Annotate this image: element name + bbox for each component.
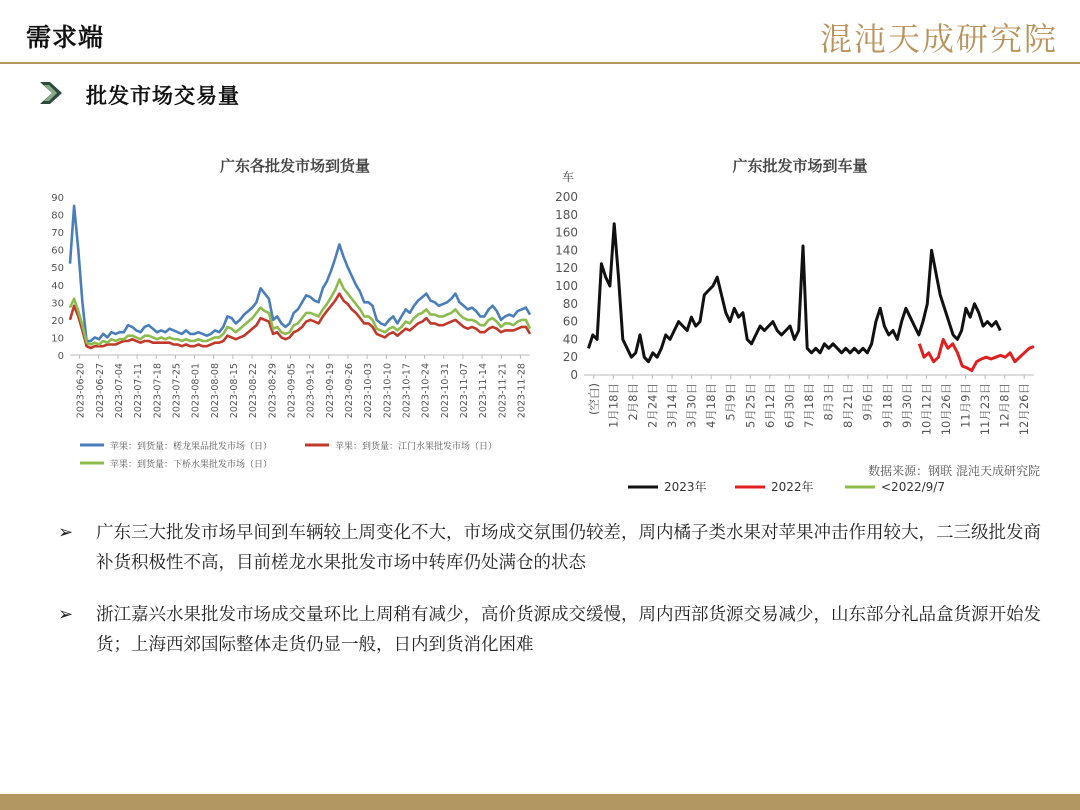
legend-label: 苹果：到货量：江门水果批发市场（日）	[335, 442, 498, 452]
x-tick-label: 5月9日	[723, 383, 738, 421]
chart-title: 广东各批发市场到货量	[219, 157, 371, 175]
series-line	[589, 224, 1001, 362]
x-tick-label: 2023-08-22	[248, 363, 260, 419]
data-source-note: 数据来源：钢联 混沌天成研究院	[868, 464, 1040, 478]
bullet-item	[56, 518, 1046, 578]
bullet-arrow-icon: ➢	[58, 604, 74, 625]
brand-logo: 混沌天成研究院	[819, 20, 1058, 58]
y-tick-label: 30	[51, 298, 64, 310]
x-tick-label: 10月12日	[919, 383, 934, 436]
legend-label: <2022/9/7	[881, 480, 945, 494]
y-tick-label: 40	[562, 332, 578, 347]
x-tick-label: 2023-08-15	[228, 363, 240, 419]
header-bar	[0, 0, 1080, 66]
x-tick-label: 2023-10-31	[439, 363, 451, 419]
x-tick-label: 12月26日	[1017, 383, 1032, 436]
x-tick-label: 2023-07-11	[133, 363, 145, 419]
section-title: 批发市场交易量	[86, 83, 240, 108]
x-tick-label: 2023-10-10	[382, 363, 394, 419]
x-tick-label: 2月24日	[645, 383, 660, 428]
x-tick-label: 2023-09-19	[324, 363, 336, 419]
bullet-list	[56, 518, 1046, 682]
x-tick-label: 2023-08-08	[209, 363, 221, 419]
y-tick-label: 40	[51, 280, 64, 292]
x-tick-label: 2023-11-28	[516, 362, 528, 419]
footer-bar	[0, 794, 1080, 810]
y-tick-label: 200	[555, 190, 578, 204]
legend-label: 苹果：到货量：槎龙果品批发市场（日）	[110, 442, 273, 452]
y-tick-label: 10	[51, 333, 64, 345]
y-tick-label: 80	[51, 210, 64, 222]
bullet-arrow-icon: ➢	[58, 522, 74, 543]
x-tick-label: 1月18日	[606, 383, 621, 428]
x-tick-label: 9月30日	[899, 383, 914, 428]
y-tick-label: 180	[555, 207, 578, 222]
bullet-text: 浙江嘉兴水果批发市场成交量环比上周稍有减少，高价货源成交缓慢，周内西部货源交易减少，山东部分礼品盒货源开始发货；上海西郊国际整体走货仍显一般，日内到货消化困难	[96, 605, 1041, 655]
x-tick-label: 4月18日	[704, 383, 719, 428]
chart-guangdong-arrivals	[30, 145, 550, 480]
header-divider	[0, 62, 1080, 64]
chart-title: 广东批发市场到车量	[732, 157, 868, 175]
y-axis-label: 车	[562, 170, 575, 184]
chart-guangdong-trucks	[550, 145, 1050, 500]
x-tick-label: 2月8日	[625, 383, 640, 421]
y-tick-label: 20	[562, 350, 578, 365]
x-tick-label: 2023-06-27	[94, 363, 106, 419]
y-tick-label: 0	[570, 368, 578, 382]
x-tick-label: 9月18日	[880, 383, 895, 428]
x-tick-label: 11月23日	[978, 383, 993, 436]
x-tick-label: 2023-08-29	[267, 363, 279, 419]
y-tick-label: 0	[57, 351, 64, 362]
x-tick-label: 5月25日	[743, 383, 758, 428]
x-tick-label: 10月26日	[938, 383, 953, 436]
y-tick-label: 100	[555, 279, 578, 293]
y-tick-label: 80	[562, 296, 578, 311]
x-tick-label: 6月30日	[782, 383, 797, 428]
x-tick-label: 2023-11-07	[458, 363, 470, 419]
x-tick-label: 6月12日	[762, 383, 777, 428]
x-tick-label: 8月21日	[841, 383, 856, 428]
legend-label: 2022年	[771, 480, 814, 494]
x-tick-label: 2023-07-04	[113, 363, 125, 419]
x-tick-label: 2023-10-24	[420, 363, 432, 419]
y-tick-label: 70	[51, 228, 64, 240]
y-tick-label: 140	[555, 243, 578, 258]
x-tick-label: 2023-07-18	[152, 363, 164, 419]
series-line	[919, 339, 1034, 370]
x-tick-label: 7月18日	[802, 383, 816, 428]
x-tick-label: 2023-06-20	[75, 363, 87, 419]
x-tick-label: 2023-11-14	[478, 363, 490, 419]
x-tick-label: 2023-09-26	[343, 363, 355, 419]
x-tick-label: 2023-10-03	[363, 363, 375, 419]
legend-label: 苹果：到货量：下桥水果批发市场（日）	[110, 460, 273, 470]
y-tick-label: 120	[555, 261, 578, 276]
x-tick-label: 2023-10-17	[401, 363, 413, 419]
series-line	[70, 280, 530, 345]
x-tick-label: 2023-07-25	[171, 363, 183, 419]
x-tick-label: 11月9日	[958, 383, 973, 428]
x-tick-label: 12月8日	[997, 383, 1012, 428]
x-tick-label: 3月30日	[684, 383, 699, 428]
y-tick-label: 160	[555, 225, 578, 240]
y-tick-label: 90	[51, 193, 64, 204]
bullet-text: 广东三大批发市场早间到车辆较上周变化不大，市场成交氛围仍较差，周内橘子类水果对苹果冲击作用较大，二三级批发商补货积极性不高，目前槎龙水果批发市场中转库仍处满仓的状态	[96, 523, 1041, 573]
legend-label: 2023年	[664, 480, 707, 494]
x-tick-label: 2023-09-05	[286, 363, 298, 419]
y-tick-label: 60	[562, 314, 578, 329]
y-tick-label: 20	[51, 315, 64, 327]
x-tick-label: (空白)	[586, 383, 601, 415]
x-tick-label: 3月14日	[665, 383, 680, 428]
bullet-item	[56, 600, 1046, 660]
chevron-right-icon	[38, 80, 64, 106]
x-tick-label: 2023-11-21	[497, 363, 509, 419]
x-tick-label: 9月6日	[860, 383, 875, 421]
page-title: 需求端	[26, 23, 105, 52]
x-tick-label: 8月3日	[821, 383, 836, 421]
y-tick-label: 50	[51, 263, 64, 275]
x-tick-label: 2023-09-12	[305, 363, 317, 419]
y-tick-label: 60	[51, 245, 64, 257]
x-tick-label: 2023-08-01	[190, 363, 202, 419]
